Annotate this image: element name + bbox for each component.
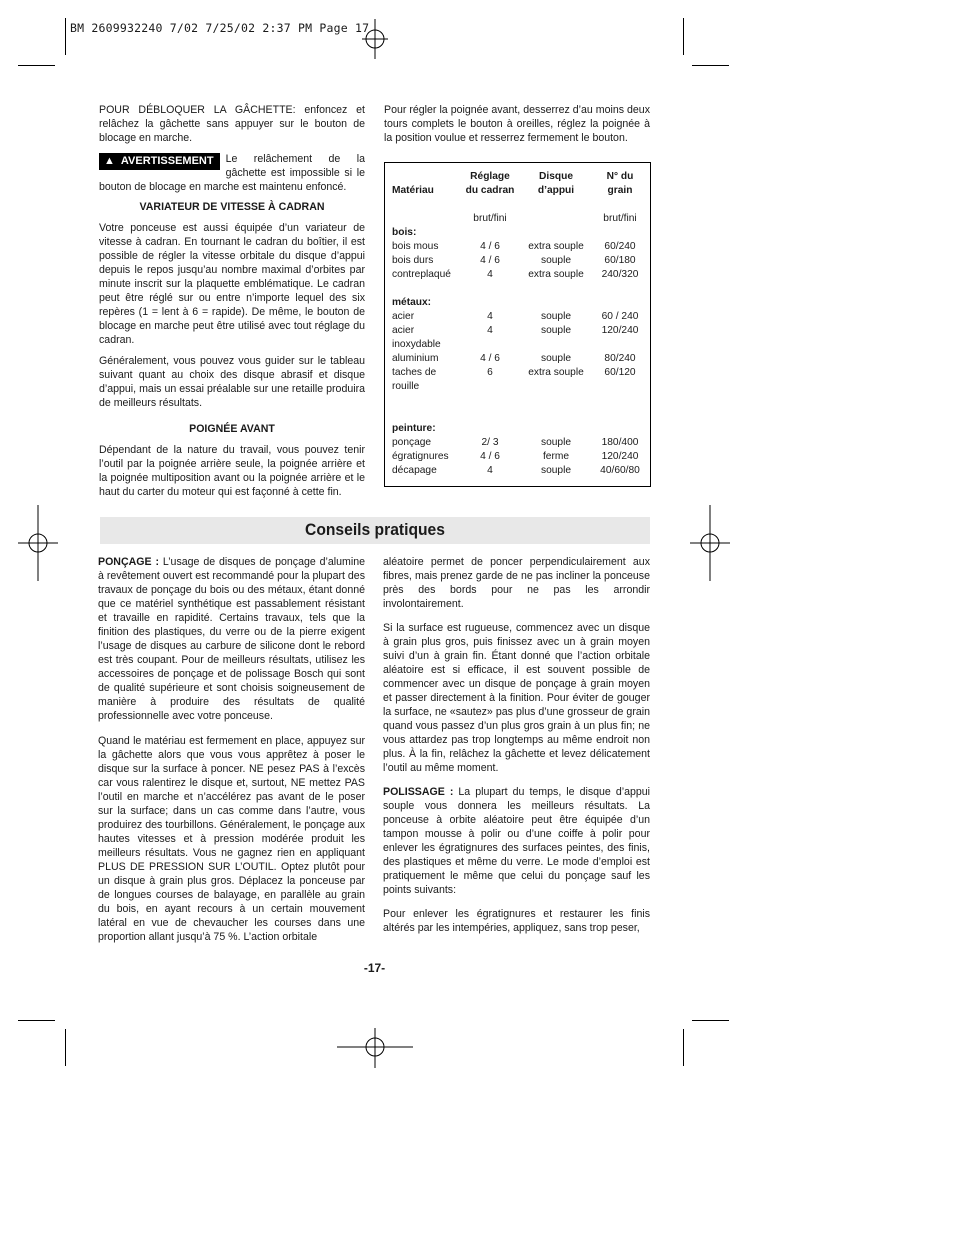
table-cell-material: contreplaqué xyxy=(392,269,451,280)
registration-mark-icon xyxy=(362,19,388,59)
table-cell-dial: 4 xyxy=(487,325,493,336)
section-title: Conseils pratiques xyxy=(305,520,445,539)
table-body xyxy=(385,226,651,478)
header-grit: N° du grain xyxy=(606,171,634,196)
crop-mark xyxy=(692,65,729,66)
table-cell-dial: 4 xyxy=(487,465,493,476)
table-cell-grit: 60/240 xyxy=(604,241,636,252)
table-cell-dial: 4 / 6 xyxy=(480,353,500,364)
header-material: Matériau xyxy=(392,185,434,196)
registration-mark-icon xyxy=(18,505,58,581)
table-row xyxy=(385,240,651,254)
orbital-paragraph: aléatoire permet de poncer perpendiculairement aux fibres, mais prenez garde de ne pas incliner la ponceuse près des bords pour ne pas les arrondir involontairement. xyxy=(383,556,650,610)
table-row xyxy=(385,268,651,282)
table-row xyxy=(385,254,651,268)
table-cell-pad: extra souple xyxy=(528,367,584,378)
crop-mark xyxy=(692,1020,729,1021)
table-cell-material: taches de rouille xyxy=(392,367,437,392)
table-cell-grit: 40/60/80 xyxy=(600,465,640,476)
top-left-column xyxy=(99,103,365,506)
table-cell-grit: 240/320 xyxy=(601,269,639,280)
table-cell-dial: 6 xyxy=(487,367,493,378)
front-handle-heading: POIGNÉE AVANT xyxy=(189,423,275,435)
warning-badge: ▲ AVERTISSEMENT xyxy=(99,153,220,170)
table-cell-dial: 2/ 3 xyxy=(481,437,499,448)
table-row xyxy=(385,366,651,394)
table-cell-dial: 4 xyxy=(487,311,493,322)
table-row xyxy=(385,310,651,324)
table-row xyxy=(385,464,651,478)
table-cell-dial: 4 / 6 xyxy=(480,241,500,252)
table-cell-pad: extra souple xyxy=(528,269,584,280)
crop-mark xyxy=(683,18,684,55)
speed-dial-heading: VARIATEUR DE VITESSE À CADRAN xyxy=(139,201,325,213)
table-cell-pad: souple xyxy=(540,325,572,336)
spacer-row xyxy=(385,282,651,296)
table-cell-grit: 60/180 xyxy=(604,255,636,266)
table-cell-pad: souple xyxy=(540,255,572,266)
registration-mark-icon xyxy=(690,505,730,581)
table-row xyxy=(385,450,651,464)
subheader-row xyxy=(385,212,651,226)
table-cell-material: bois durs xyxy=(392,255,434,266)
table-row xyxy=(385,352,651,366)
table-cell-pad: ferme xyxy=(542,451,570,462)
scratch-removal-paragraph: Pour enlever les égratignures et restaurer les finis altérés par les intempéries, appliquez, sans trop peser, xyxy=(383,908,650,934)
group-label: métaux: xyxy=(392,297,432,308)
crop-mark xyxy=(18,1020,55,1021)
front-handle-paragraph: Dépendant de la nature du travail, vous pouvez tenir l’outil par la poignée arrière seule, la poignée arrière et la poignée multiposition avant ou la poignée arrière et le haut du carter du moteur qui est façonné à cette fin. xyxy=(99,444,365,498)
sanding-guide-table xyxy=(384,162,651,487)
warning-paragraph xyxy=(99,152,365,194)
table-cell-pad: souple xyxy=(540,437,572,448)
header-dial: Réglage du cadran xyxy=(465,171,515,196)
table-cell-grit: 180/400 xyxy=(601,437,639,448)
table-cell-grit: 80/240 xyxy=(604,353,636,364)
table-cell-pad: souple xyxy=(540,353,572,364)
table-row xyxy=(385,436,651,450)
bottom-right-column xyxy=(383,555,650,942)
table-guide-paragraph: Généralement, vous pouvez vous guider sur le tableau suivant quant au choix des disque abrasif et disque d’appui, mais un essai préalable sur une retaille produira de meilleurs résultats. xyxy=(99,355,365,409)
table-cell-material: aluminium xyxy=(392,353,439,364)
polishing-paragraph: POLISSAGE : La plupart du temps, le disque d’appui souple vous donnera les meilleurs résultats. La ponceuse à orbite aléatoire peut être équipée d’un tampon mousse à polir ou d’une coiffe à polir pour enlever les égratignures des surfaces peintes, des finis, des plastiques et même du verre. Le mode d’emploi est pratiquement le même que celui du ponçage sauf les points suivants: xyxy=(383,786,650,896)
subheader-grit: brut/fini xyxy=(603,213,637,224)
technique-paragraph: Quand le matériau est fermement en place, appuyez sur la gâchette alors que vous vous apprêtez à poser le disque sur la surface à poncer. NE pesez PAS à l’excès car vous ralentirez le disque et, surtout, NE mettez PAS l’outil en marche et n’accélérez pas avant de le poser sur la surface; dans un cas comme dans l’autre, vous produirez des tourbillons. Généralement, le ponçage aux hautes vitesses et à pression modérée produit les meilleurs résultats. Vous ne gagnez rien en appliquant PLUS DE PRESSION SUR L’OUTIL. Optez plutôt pour un disque à grain plus gros. Déplacez la ponceuse par de longues courses de balayage, en parallèle au grain du bois, en ayant recours à un certain mouvement latéral en vue de chevaucher les courses dans une proportion allant jusqu’à 75 %. L’action orbitale xyxy=(98,735,365,943)
table-cell-dial: 4 / 6 xyxy=(480,255,500,266)
group-label: peinture: xyxy=(392,423,436,434)
table-cell-material: ponçage xyxy=(392,437,432,448)
table-cell-dial: 4 / 6 xyxy=(480,451,500,462)
table-cell-material: bois mous xyxy=(392,241,439,252)
sanding-paragraph: PONÇAGE : L’usage de disques de ponçage d’alumine à revêtement ouvert est recommandé pour la plupart des travaux de ponçage du bois ou des métaux, étant donné que ce matériel synthétique est passablement résistant et travaille en rapidité. Certains travaux, tels que la finition des plastiques, du verre ou de la pierre exigent l’usage de disques au carbure de silicone dont le rebord est très coupant. Pour de meilleurs résultats, utilisez les accessoires de ponçage et de polissage Bosch qui sont de qualité supérieure et sont choisis soigneusement de manière à produire des résultats de qualité professionnelle avec votre ponceuse. xyxy=(98,556,365,722)
bottom-left-column xyxy=(98,555,365,951)
table-cell-grit: 120/240 xyxy=(601,325,639,336)
group-label: bois: xyxy=(392,227,417,238)
spacer-row xyxy=(385,408,651,422)
table-cell-pad: souple xyxy=(540,465,572,476)
registration-mark-icon xyxy=(337,1028,413,1068)
table-group-row xyxy=(385,226,651,240)
section-banner xyxy=(100,517,650,544)
spacer-row xyxy=(385,198,651,212)
subheader-dial: brut/fini xyxy=(473,213,507,224)
table-cell-material: égratignures xyxy=(392,451,449,462)
table-row xyxy=(385,324,651,352)
crop-mark xyxy=(683,1029,684,1066)
table-group-row xyxy=(385,422,651,436)
header-pad: Disque d’appui xyxy=(537,171,575,196)
front-handle-adjust-paragraph: Pour régler la poignée avant, desserrez d’au moins deux tours complets le bouton à oreilles, réglez la poignée à la position voulue et resserrez fermement le bouton. xyxy=(384,104,650,144)
top-right-column xyxy=(384,103,650,152)
table-cell-grit: 120/240 xyxy=(601,451,639,462)
rough-surface-paragraph: Si la surface est rugueuse, commencez avec un disque à grain plus gros, puis finissez avec un à grain moyen suivi d’un à grain fin. Étant donné que l’action orbitale aléatoire est si efficace, il est souvent possible de commencer avec un disque de ponçage à grain moyen et passer directement à la finition. Pour éviter de gouger la surface, ne «sautez» pas plus d’une grosseur de grain quand vous passez d’un plus gros grain à un plus fin; ne vous attardez pas trop longtemps au même endroit non plus. À la fin, relâchez la gâchette et levez délicatement l’outil au même moment. xyxy=(383,622,650,774)
table-group-row xyxy=(385,296,651,310)
speed-dial-paragraph: Votre ponceuse est aussi équipée d’un variateur de vitesse à cadran. En tournant le cadran du boîtier, il est possible de régler la vitesse orbitale du disque d’appui depuis le repos jusqu’au nombre maximal d’orbites par minute inscrit sur la plaquette emblématique. Le cadran peut être réglé sur ou entre n’importe lequel des six repères (1 = lent à 6 = rapide). De même, le bouton de blocage en marche peut être utilisé avec tout réglage du cadran. xyxy=(99,222,365,346)
spacer-row xyxy=(385,478,651,487)
crop-mark xyxy=(65,18,66,55)
table-header-row xyxy=(385,163,651,199)
crop-mark xyxy=(65,1029,66,1066)
table-cell-dial: 4 xyxy=(487,269,493,280)
table-cell-grit: 60/120 xyxy=(604,367,636,378)
table-cell-pad: souple xyxy=(540,311,572,322)
table-cell-material: décapage xyxy=(392,465,437,476)
unlock-trigger-paragraph: POUR DÉBLOQUER LA GÂCHETTE: enfoncez et relâchez la gâchette sans appuyer sur le bouton de blocage en marche. xyxy=(99,104,365,144)
table-cell-material: acier xyxy=(392,311,415,322)
table-cell-pad: extra souple xyxy=(528,241,584,252)
crop-mark xyxy=(18,65,55,66)
warning-triangle-icon: ▲ xyxy=(104,155,115,167)
table-cell-material: acier inoxydable xyxy=(392,325,441,350)
warning-text: Le relâchement de la gâchette est impossible si le bouton de blocage en marche est maintenu enfoncé. xyxy=(99,153,365,193)
table-cell-grit: 60 / 240 xyxy=(601,311,639,322)
page-number: -17- xyxy=(363,961,386,975)
printer-slug: BM 2609932240 7/02 7/25/02 2:37 PM Page 17 xyxy=(70,21,370,35)
spacer-row xyxy=(385,394,651,408)
